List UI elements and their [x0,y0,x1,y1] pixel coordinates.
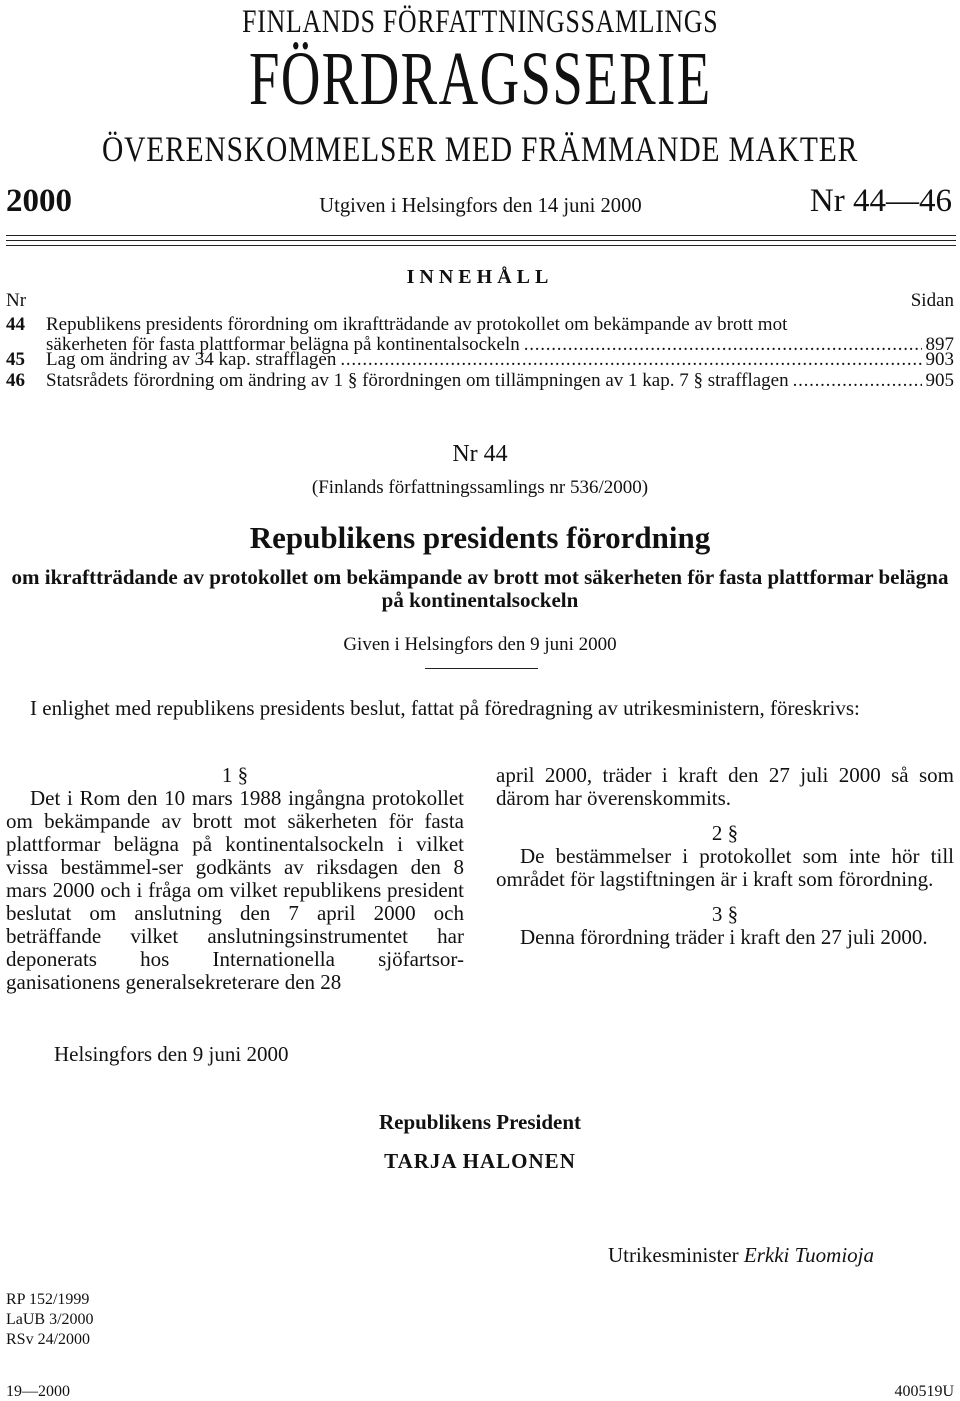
section-heading: 1 § [221,763,249,787]
entry-title: Republikens presidents förordning om ikraftträdande av protokollet om bekämpande av brott mot [46,314,788,335]
countersign-title: Utrikesminister [608,1243,739,1267]
countersignature [608,1243,874,1268]
right-column [496,764,954,949]
section-text: Denna förordning träder i kraft den 27 juli 2000. [520,925,928,949]
entry-number: 45 [6,349,25,370]
footer-left: 19—2000 [6,1383,70,1400]
entry-page: 903 [925,349,954,370]
section-heading: 3 § [711,902,739,926]
footer-right: 400519U [894,1383,954,1400]
issue-number: Nr 44—46 [809,183,952,219]
preamble: I enlighet med republikens presidents beslut, fattat på föredragning av utrikesministern, föreskrivs: [30,696,860,720]
reference: RSv 24/2000 [6,1331,91,1348]
contents-title: INNEHÅLL [406,266,554,288]
separator-rule [425,668,538,669]
series-name: FINLANDS FÖRFATTNINGSSAMLINGS [241,4,719,40]
entry-number: 46 [6,370,25,391]
left-column [6,764,464,994]
document-subtitle: om ikraftträdande av protokollet om bekämpande av brott mot säkerheten för fasta plattformar belägna på kontinentalsockeln [11,565,949,612]
series-subtitle: ÖVERENSKOMMELSER MED FRÄMMANDE MAKTER [101,129,859,169]
entry-title: Lag om ändring av 34 kap. strafflagen [46,349,337,370]
series-title: FÖRDRAGSSERIE [248,37,712,121]
document-given: Given i Helsingfors den 9 juni 2000 [343,634,617,655]
signer-name: TARJA HALONEN [384,1149,576,1173]
section-text: Det i Rom den 10 mars 1988 ingångna protokollet om bekämpande av brott mot säkerheten för fasta plattformar belägna på kontinentalsockeln i vilket vissa bestämmel-ser godkänts av riksdagen den 8 mars 2000 och i fråga om vilket republikens president beslutat om anslutning den 7 april 2000 och beträffande vilket anslutningsinstrumentet har deponerats hos Internationella sjöfartsor-ganisationens generalsekreterare den 28 [6,786,464,994]
contents-col-page: Sidan [910,290,954,311]
entry-title-cont: säkerheten för fasta plattformar belägna på kontinentalsockeln [46,334,520,355]
issue-date: Utgiven i Helsingfors den 14 juni 2000 [318,193,642,217]
signer-title: Republikens President [378,1110,582,1134]
entry-page: 897 [925,334,954,355]
entry-title: Statsrådets förordning om ändring av 1 § förordningen om tillämpningen av 1 kap. 7 § strafflagen [46,370,789,391]
leader-dots [340,350,921,370]
document-title: Republikens presidents förordning [249,520,711,555]
section-heading: 2 § [711,821,739,845]
section-text-cont: april 2000, träder i kraft den 27 juli 2000 så som därom har överenskommits. [496,763,954,810]
leader-dots [793,371,922,391]
contents-col-nr: Nr [6,290,27,311]
entry-number: 44 [6,314,25,335]
document-citation: (Finlands författningssamlings nr 536/2000) [311,477,649,498]
countersign-name: Erkki Tuomioja [743,1243,874,1267]
entry-page: 905 [925,370,954,391]
reference: LaUB 3/2000 [6,1311,94,1328]
references [6,1290,94,1350]
section-text: De bestämmelser i protokollet som inte hör till området för lagstiftningen är i kraft som förordning. [496,844,954,891]
header-rule [6,235,956,236]
reference: RP 152/1999 [6,1291,90,1308]
header-rule [6,240,956,241]
issue-year: 2000 [6,183,72,219]
header-rule [6,245,956,246]
place-date: Helsingfors den 9 juni 2000 [54,1042,289,1066]
document-number: Nr 44 [452,441,508,467]
contents-header [6,290,954,312]
